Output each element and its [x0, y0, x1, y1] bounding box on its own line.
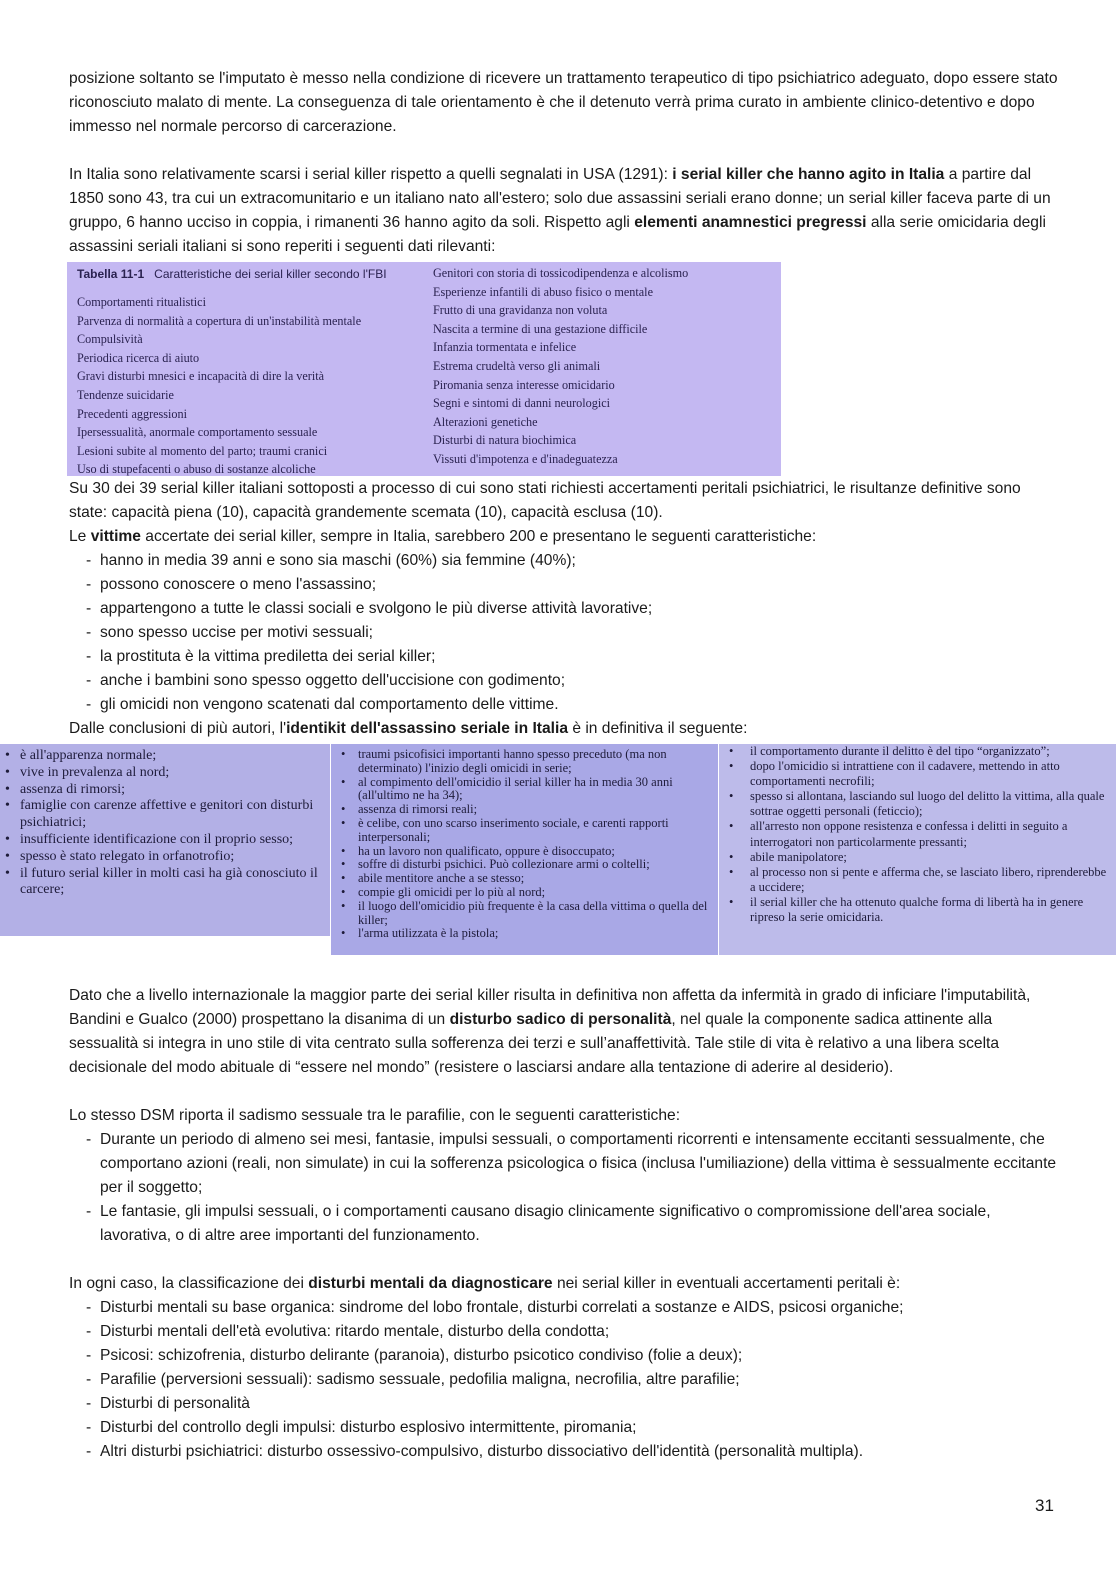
paragraph-classification: In ogni caso, la classificazione dei disturbi mentali da diagnosticare nei serial killer in eventuali accertamenti peritali è: — [69, 1275, 901, 1292]
list-item: Piromania senza interesse omicidario — [433, 377, 615, 392]
list-item: • all'arresto non oppone resistenza e confessa i delitti in seguito a interrogatori non particolarmente pressanti; — [750, 819, 1108, 849]
list-item: - Parafilie (perversioni sessuali): sadismo sessuale, pedofilia maligna, necrofilia, altre parafilie; — [69, 1368, 1059, 1392]
list-item: - possono conoscere o meno l'assassino; — [69, 573, 1059, 597]
list-item: - anche i bambini sono spesso oggetto dell'uccisione con godimento; — [69, 669, 1059, 693]
list-item: - Le fantasie, gli impulsi sessuali, o i comportamenti causano disagio clinicamente significativo o compromissione dell'area sociale, lavorativa, o di altre aree importanti del funzionamento. — [69, 1200, 1059, 1248]
list-item: Esperienze infantili di abuso fisico o mentale — [433, 284, 653, 299]
paragraph-identikit: Dalle conclusioni di più autori, l'identikit dell'assassino seriale in Italia è in definitiva il seguente: — [69, 720, 748, 737]
list-item: Precedenti aggressioni — [77, 406, 187, 421]
paragraph-victims: Le vittime accertate dei serial killer, sempre in Italia, sarebbero 200 e presentano le seguenti caratteristiche: — [69, 528, 817, 545]
list-item: • è all'apparenza normale; — [20, 748, 326, 765]
list-item: Infanzia tormentata e infelice — [433, 340, 577, 355]
list-item: • al compimento dell'omicidio il serial killer ha in media 30 anni (all'ultimo ne ha 34); — [358, 776, 710, 804]
list-item: Nascita a termine di una gestazione difficile — [433, 321, 648, 336]
identikit-scan-3 — [719, 744, 1116, 955]
list-item: Frutto di una gravidanza non voluta — [433, 303, 608, 318]
list-item: • il comportamento durante il delitto è del tipo “organizzato”; — [750, 744, 1108, 759]
list-item: Disturbi di natura biochimica — [433, 433, 577, 448]
list-item: - Disturbi di personalità — [69, 1392, 1059, 1416]
identikit-scan-1 — [0, 744, 330, 936]
list-item: • spesso è stato relegato in orfanotrofio; — [20, 849, 326, 866]
list-item: • compie gli omicidi per lo più al nord; — [358, 886, 710, 900]
list-item: • dopo l'omicidio si intrattiene con il cadavere, mettendo in atto comportamenti necrofili; — [750, 759, 1108, 789]
list-item: Uso di stupefacenti o abuso di sostanze alcoliche — [77, 462, 316, 476]
list-item: - hanno in media 39 anni e sono sia maschi (60%) sia femmine (40%); — [69, 549, 1059, 573]
list-item: - Disturbi del controllo degli impulsi: disturbo esplosivo intermittente, piromania; — [69, 1416, 1059, 1440]
table-11-1-left-column — [77, 293, 361, 476]
list-item: • vive in prevalenza al nord; — [20, 765, 326, 782]
table-11-1-header: Tabella 11-1 Caratteristiche dei serial killer secondo l'FBI — [77, 267, 387, 281]
list-item: - gli omicidi non vengono scatenati dal comportamento delle vittime. — [69, 693, 1059, 717]
list-item: • famiglie con carenze affettive e genitori con disturbi psichiatrici; — [20, 798, 326, 832]
list-item: • spesso si allontana, lasciando sul luogo del delitto la vittima, alla quale sottrae oggetti personali (feticcio); — [750, 789, 1108, 819]
table-11-1-scan — [67, 262, 781, 476]
list-item: - la prostituta è la vittima prediletta dei serial killer; — [69, 645, 1059, 669]
list-item: • insufficiente identificazione con il proprio sesso; — [20, 832, 326, 849]
list-item: Genitori con storia di tossicodipendenza e alcolismo — [433, 266, 689, 280]
list-item: • il luogo dell'omicidio più frequente è la casa della vittima o quella del killer; — [358, 900, 710, 928]
list-item: Parvenza di normalità a copertura di un'instabilità mentale — [77, 313, 362, 328]
list-item: • traumi psicofisici importanti hanno spesso preceduto (ma non determinato) l'inizio degli omicidi in serie; — [358, 748, 710, 776]
list-item: - Durante un periodo di almeno sei mesi, fantasie, impulsi sessuali, o comportamenti ricorrenti e intensamente eccitanti sessualmente, che comportano azioni (reali, non simulate) in cui la sofferenza psicologica o fisica (inclusa l'umiliazione) della vittima è sessualmente eccitante per il soggetto; — [69, 1128, 1059, 1200]
list-item: Periodica ricerca di aiuto — [77, 350, 200, 365]
disorders-list — [69, 1296, 1059, 1464]
list-item: - Disturbi mentali dell'età evolutiva: ritardo mentale, disturbo della condotta; — [69, 1320, 1059, 1344]
list-item: - Altri disturbi psichiatrici: disturbo ossessivo-compulsivo, disturbo dissociativo dell'identità (personalità multipla). — [69, 1440, 1059, 1464]
list-item: • assenza di rimorsi; — [20, 782, 326, 799]
identikit-scan-2 — [331, 744, 718, 955]
list-item: • il serial killer che ha ottenuto qualche forma di libertà ha in genere ripreso la serie omicidaria. — [750, 895, 1108, 925]
list-item: - appartengono a tutte le classi sociali e svolgono le più diverse attività lavorative; — [69, 597, 1059, 621]
list-item: Ipersessualità, anormale comportamento sessuale — [77, 425, 318, 440]
list-item: Alterazioni genetiche — [433, 414, 538, 429]
list-item: • il futuro serial killer in molti casi ha già conosciuto il carcere; — [20, 866, 326, 900]
list-item: • assenza di rimorsi reali; — [358, 803, 710, 817]
list-item: - Psicosi: schizofrenia, disturbo delirante (paranoia), disturbo psicotico condiviso (folie a deux); — [69, 1344, 1059, 1368]
list-item: Lesioni subite al momento del parto; traumi cranici — [77, 443, 328, 458]
list-item: • soffre di disturbi psichici. Può collezionare armi o coltelli; — [358, 858, 710, 872]
paragraph-psychiatric-assessment: Su 30 dei 39 serial killer italiani sottoposti a processo di cui sono stati richiesti accertamenti peritali psichiatrici, le risultanze definitive sono state: capacità piena (10), capacità grandemente scemata (10), capacità esclusa (10). — [69, 480, 1021, 521]
list-item: • al processo non si pente e afferma che, se lasciato libero, riprenderebbe a uccidere; — [750, 865, 1108, 895]
list-item: Compulsività — [77, 332, 143, 347]
list-item: Vissuti d'impotenza e d'inadeguatezza — [433, 451, 618, 466]
paragraph-sadistic-disorder: Dato che a livello internazionale la maggior parte dei serial killer risulta in definitiva non affetta da infermità in grado di inficiare l'imputabilità, Bandini e Gualco (2000) prospettano la disanima di un disturbo sadico di personalità, nel quale la componente sadica attinente alla sessualità si integra in uno stile di vita centrato sulla sofferenza dei terzi e sull’anaffettività. Tale stile di vita è relativo a una libera scelta decisionale del modo abituale di “essere nel mondo” (resistere o lasciarsi andare alla tentazione di aderire al desiderio). — [69, 987, 1031, 1076]
list-item: • abile manipolatore; — [750, 850, 1108, 865]
list-item: Gravi disturbi mnesici e incapacità di dire la verità — [77, 369, 325, 384]
list-item: Tendenze suicidarie — [77, 387, 174, 402]
list-item: - Disturbi mentali su base organica: sindrome del lobo frontale, disturbi correlati a sostanze e AIDS, psicosi organiche; — [69, 1296, 1059, 1320]
list-item: Comportamenti ritualistici — [77, 295, 206, 309]
paragraph-italy-stats: In Italia sono relativamente scarsi i serial killer rispetto a quelli segnalati in USA (1291): i serial killer che hanno agito in Italia a partire dal 1850 sono 43, tra cui un extracomunitario e un italiano nato all'estero; solo due assassini seriali erano donne; un serial killer faceva parte di un gruppo, 6 hanno ucciso in coppia, i rimanenti 36 hanno agito da soli. Rispetto agli elementi anamnestici pregressi alla serie omicidaria degli assassini seriali italiani si sono reperiti i seguenti dati rilevanti: — [69, 166, 1051, 255]
list-item: • abile mentitore anche a se stesso; — [358, 872, 710, 886]
dsm-list — [69, 1128, 1059, 1248]
page-number: 31 — [1035, 1496, 1054, 1515]
paragraph-intro: posizione soltanto se l'imputato è messo nella condizione di ricevere un trattamento terapeutico di tipo psichiatrico adeguato, dopo essere stato riconosciuto malato di mente. La conseguenza di tale orientamento è che il detenuto verrà prima curato in ambiente clinico-detentivo e dopo immesso nel normale percorso di carcerazione. — [69, 70, 1058, 135]
victims-list — [69, 549, 1059, 717]
list-item: Estrema crudeltà verso gli animali — [433, 358, 601, 373]
list-item: • ha un lavoro non qualificato, oppure è disoccupato; — [358, 845, 710, 859]
table-11-1-right-column — [433, 264, 688, 469]
paragraph-dsm: Lo stesso DSM riporta il sadismo sessuale tra le parafilie, con le seguenti caratteristiche: — [69, 1107, 681, 1124]
list-item: - sono spesso uccise per motivi sessuali; — [69, 621, 1059, 645]
list-item: • l'arma utilizzata è la pistola; — [358, 927, 710, 941]
list-item: Segni e sintomi di danni neurologici — [433, 396, 611, 411]
list-item: • è celibe, con uno scarso inserimento sociale, e carenti rapporti interpersonali; — [358, 817, 710, 845]
